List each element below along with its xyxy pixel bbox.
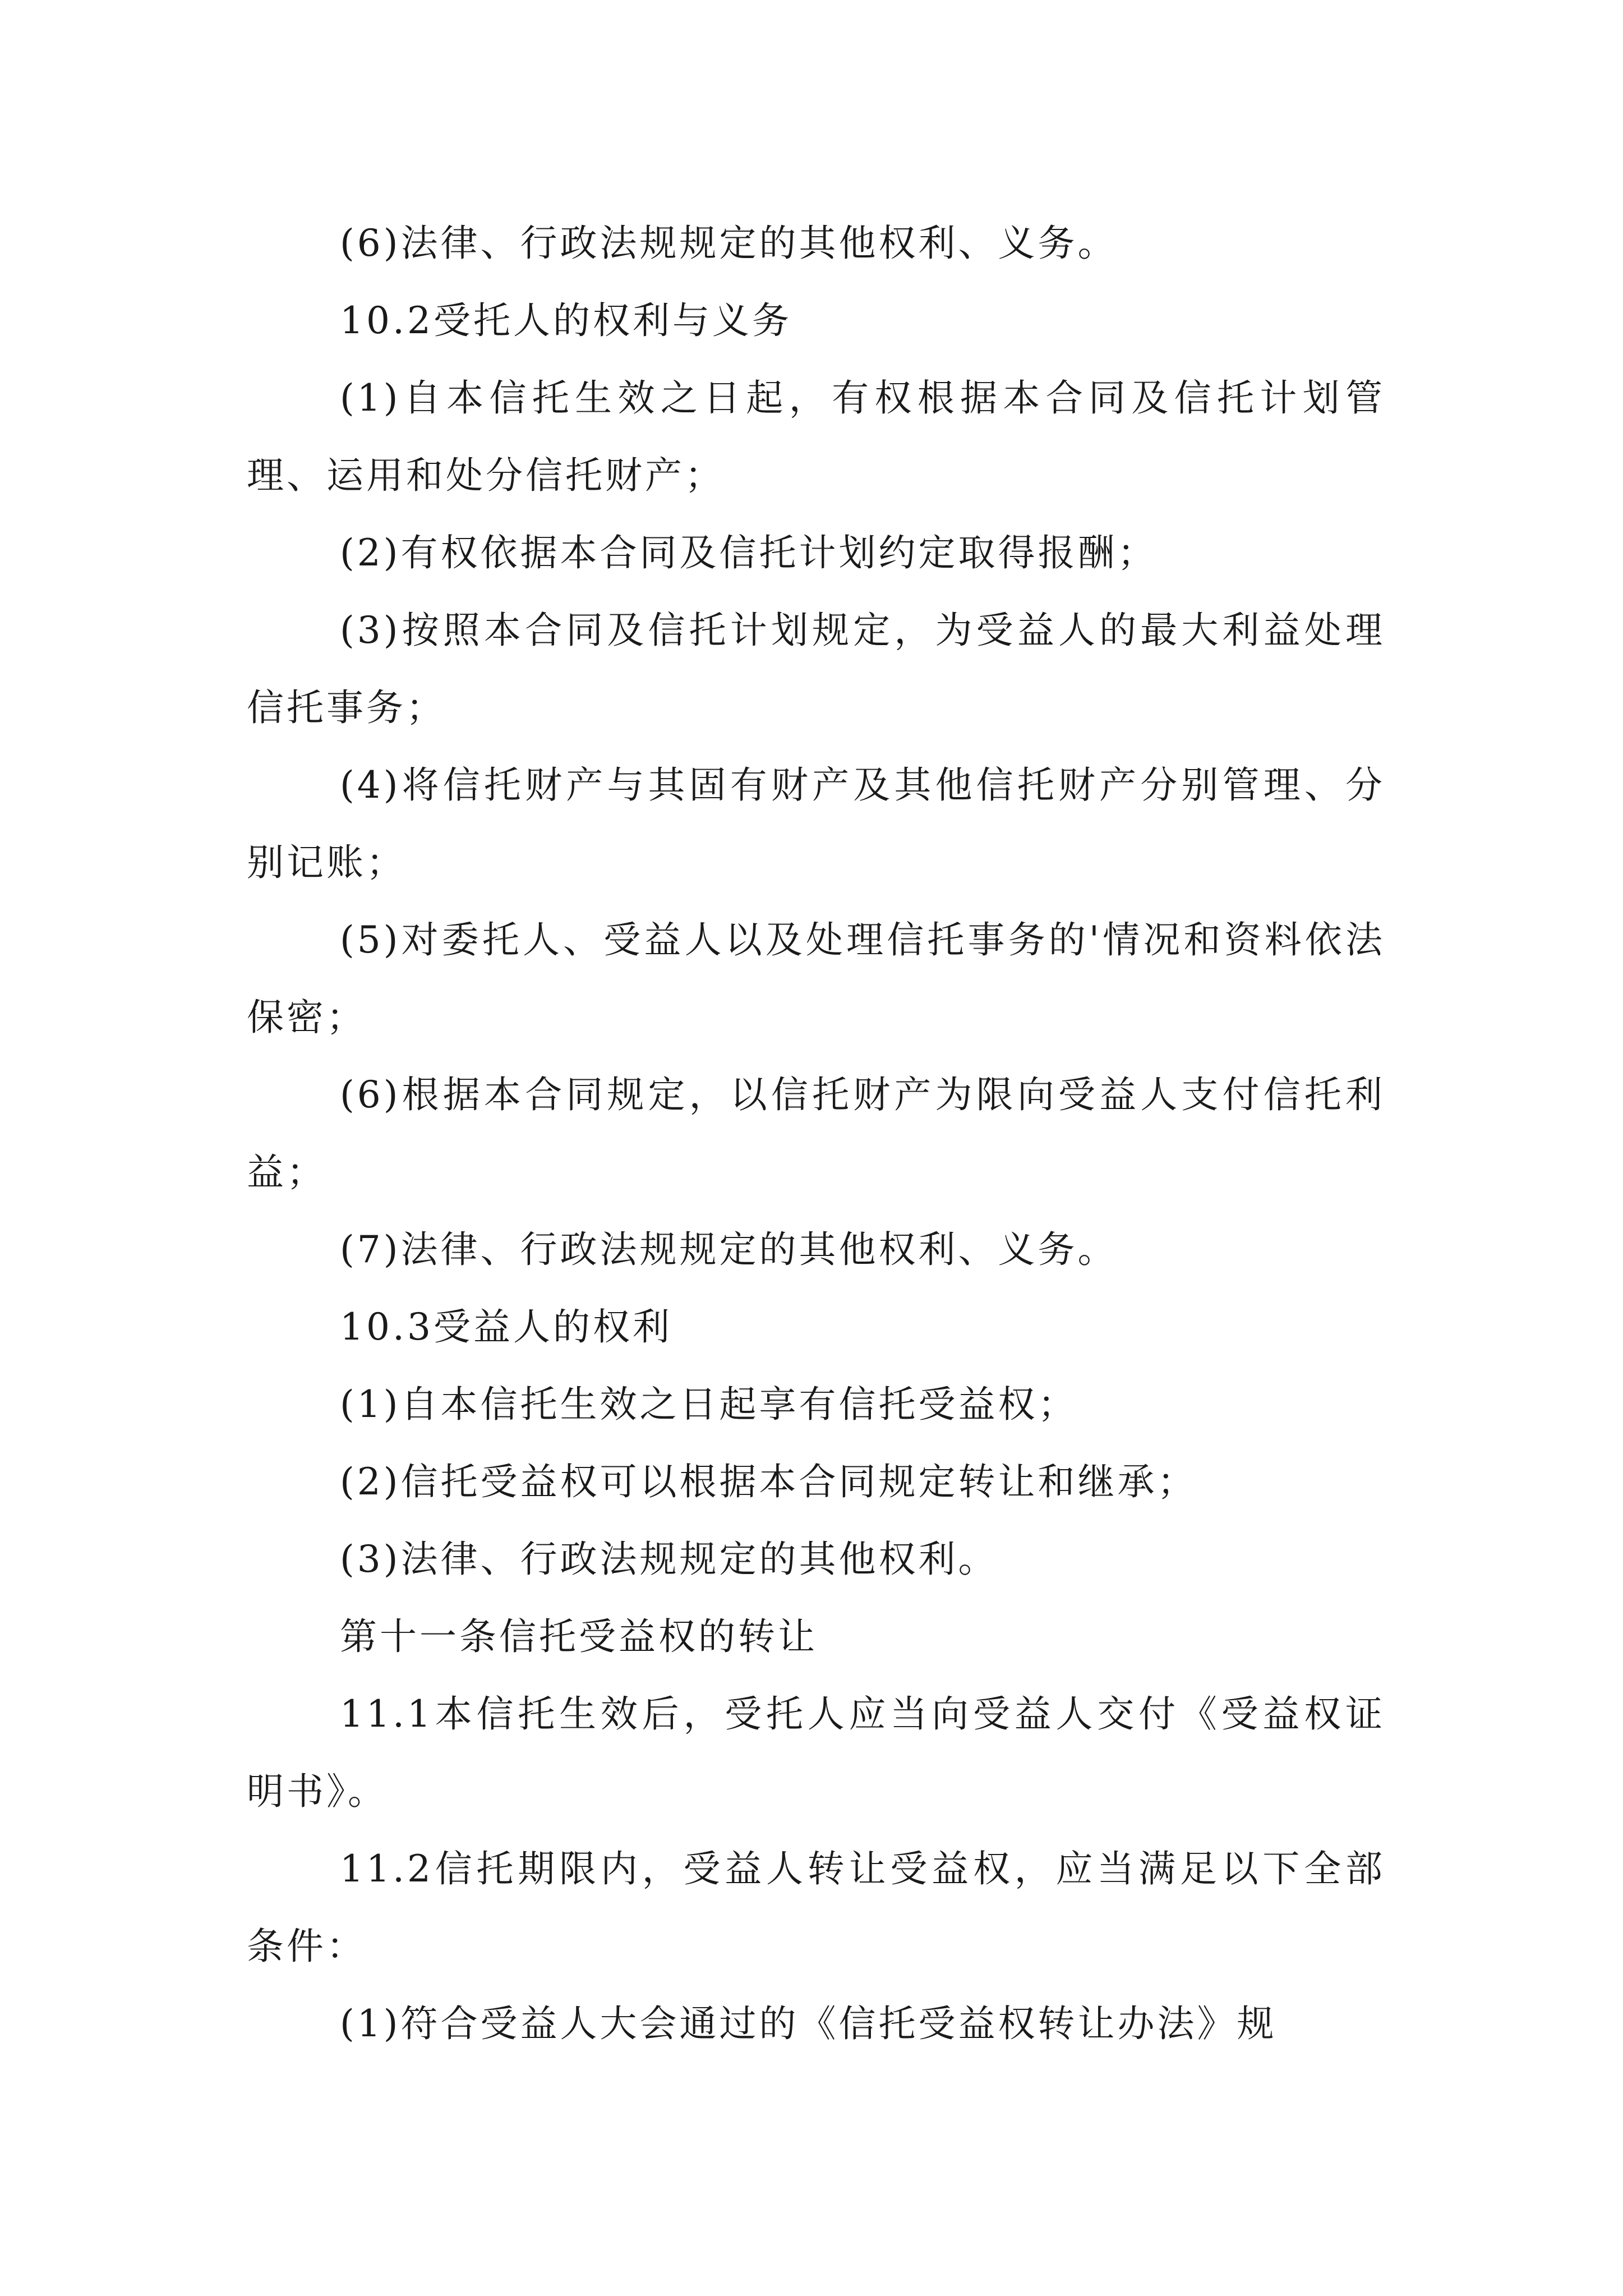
paragraph: (2)信托受益权可以根据本合同规定转让和继承； [340, 1460, 1197, 1503]
paragraph: (1)自本信托生效之日起享有信托受益权； [340, 1383, 1078, 1426]
paragraph: (1)符合受益人大会通过的《信托受益权转让办法》规 [340, 2002, 1277, 2045]
paragraph: 11.1本信托生效后，受托人应当向受益人交付《受益权证明书》。 [247, 1692, 1385, 1813]
paragraph: (1)自本信托生效之日起，有权根据本合同及信托计划管理、运用和处分信托财产； [247, 376, 1385, 497]
paragraph: (4)将信托财产与其固有财产及其他信托财产分别管理、分别记账； [247, 763, 1385, 884]
paragraph: (7)法律、行政法规规定的其他权利、义务。 [340, 1228, 1118, 1271]
article-heading: 第十一条信托受益权的转让 [340, 1615, 818, 1658]
paragraph: (6)根据本合同规定，以信托财产为限向受益人支付信托利益； [247, 1073, 1385, 1194]
paragraph: (2)有权依据本合同及信托计划约定取得报酬； [340, 531, 1158, 574]
section-heading: 10.2受托人的权利与义务 [340, 299, 792, 342]
paragraph: 11.2信托期限内，受益人转让受益权，应当满足以下全部条件： [247, 1847, 1385, 1968]
paragraph: (3)按照本合同及信托计划规定，为受益人的最大利益处理信托事务； [247, 609, 1385, 729]
paragraph: (5)对委托人、受益人以及处理信托事务的'情况和资料依法保密； [247, 918, 1385, 1039]
section-heading: 10.3受益人的权利 [340, 1305, 672, 1349]
paragraph: (3)法律、行政法规规定的其他权利。 [340, 1538, 998, 1581]
paragraph: (6)法律、行政法规规定的其他权利、义务。 [340, 222, 1118, 265]
document-body [247, 205, 1385, 2063]
